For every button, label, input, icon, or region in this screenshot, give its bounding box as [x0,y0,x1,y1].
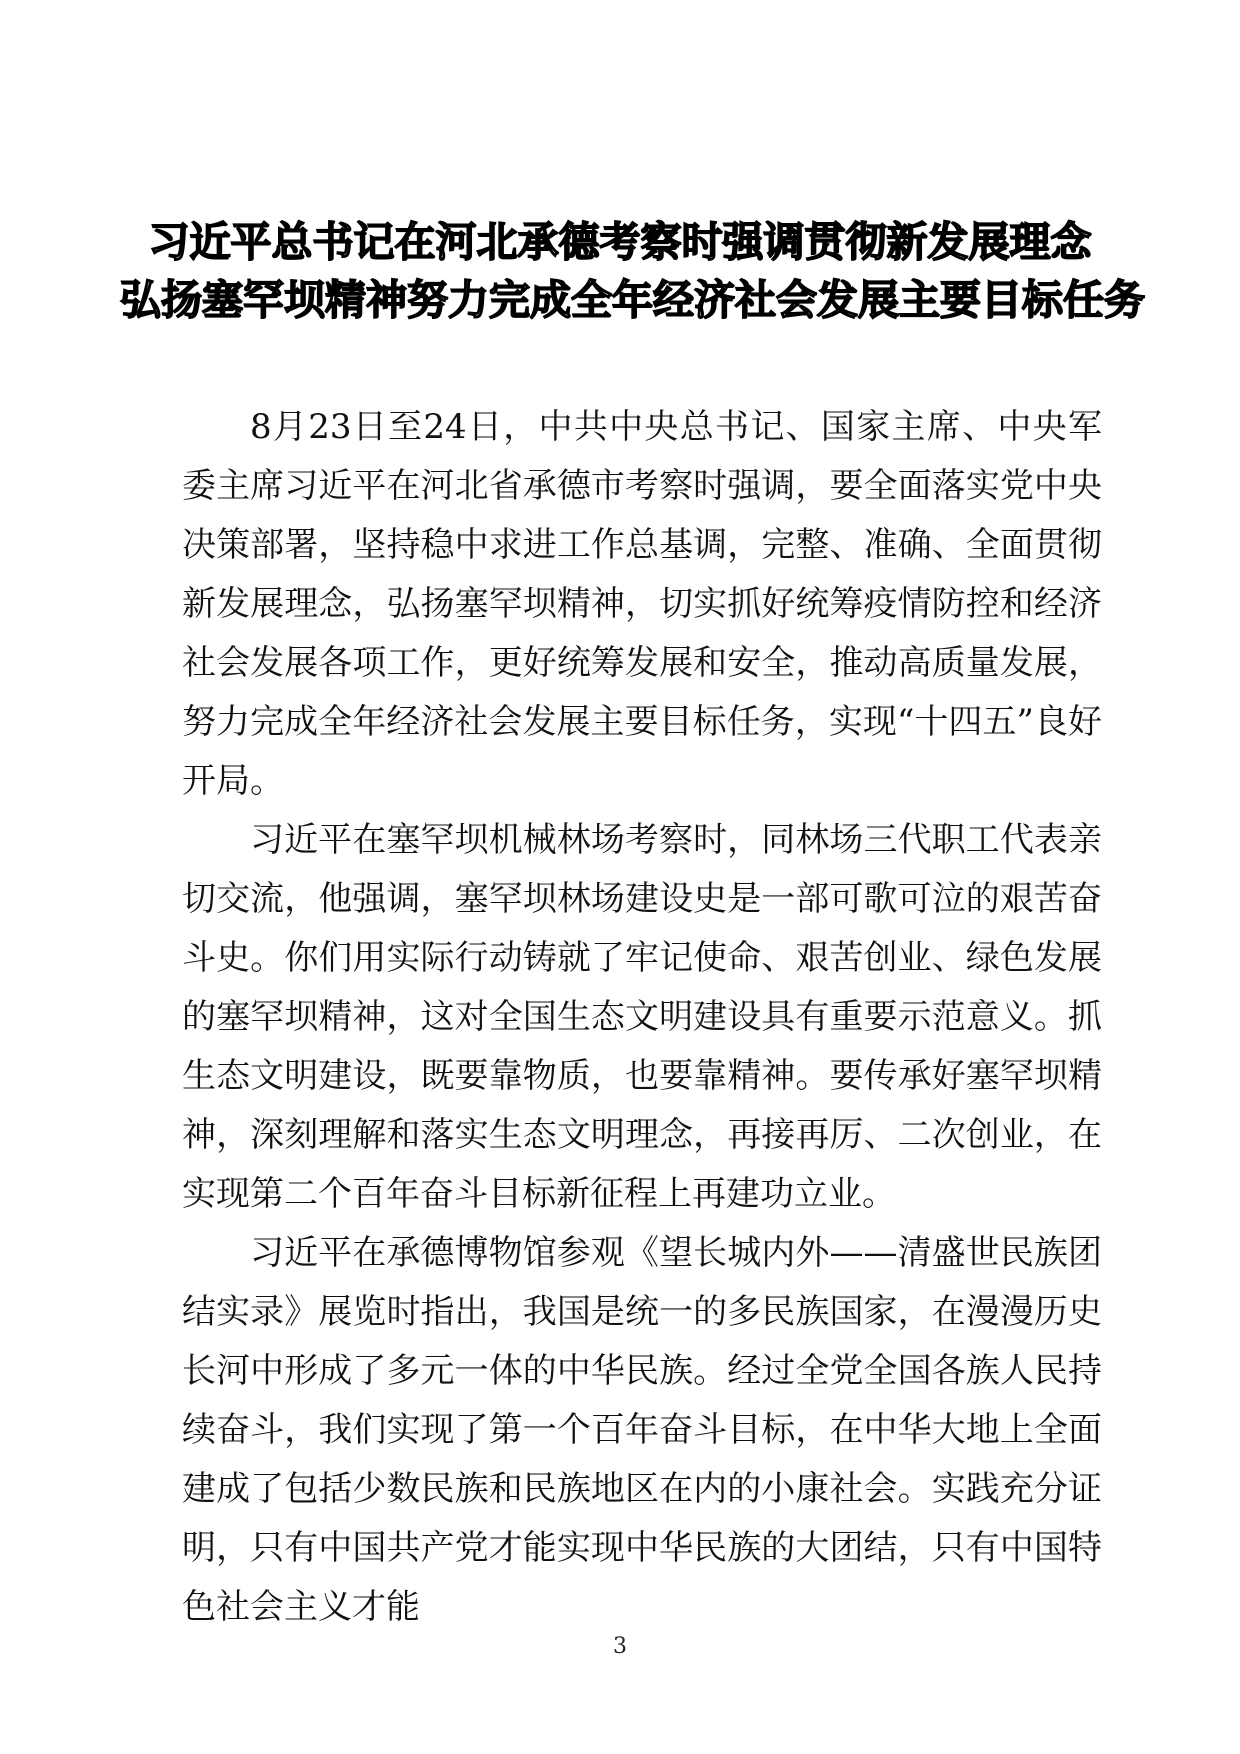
paragraph-2: 习近平在塞罕坝机械林场考察时，同林场三代职工代表亲切交流，他强调，塞罕坝林场建设史是一部可歌可泣的艰苦奋斗史。你们用实际行动铸就了牢记使命、艰苦创业、绿色发展的塞罕坝精神，这对全国生态文明建设具有重要示范意义。抓生态文明建设，既要靠物质，也要靠精神。要传承好塞罕坝精神，深刻理解和落实生态文明理念，再接再厉、二次创业，在实现第二个百年奋斗目标新征程上再建功立业。 [182,820,1102,1214]
document-body [182,398,1102,1637]
title-line-2: 弘扬塞罕坝精神努力完成全年经济社会发展主要目标任务 [120,276,1145,324]
paragraph-1: 8月23日至24日，中共中央总书记、国家主席、中央军委主席习近平在河北省承德市考察时强调，要全面落实党中央决策部署，坚持稳中求进工作总基调，完整、准确、全面贯彻新发展理念，弘扬塞罕坝精神，切实抓好统筹疫情防控和经济社会发展各项工作，更好统筹发展和安全，推动高质量发展，努力完成全年经济社会发展主要目标任务，实现“十四五”良好开局。 [182,407,1102,801]
document-title [120,213,1145,329]
page-number: 3 [613,1634,627,1659]
title-line-1: 习近平总书记在河北承德考察时强调贯彻新发展理念 [148,218,1092,266]
paragraph-3: 习近平在承德博物馆参观《望长城内外——清盛世民族团结实录》展览时指出，我国是统一的多民族国家，在漫漫历史长河中形成了多元一体的中华民族。经过全党全国各族人民持续奋斗，我们实现了第一个百年奋斗目标，在中华大地上全面建成了包括少数民族和民族地区在内的小康社会。实践充分证明，只有中国共产党才能实现中华民族的大团结，只有中国特色社会主义才能 [182,1233,1102,1627]
